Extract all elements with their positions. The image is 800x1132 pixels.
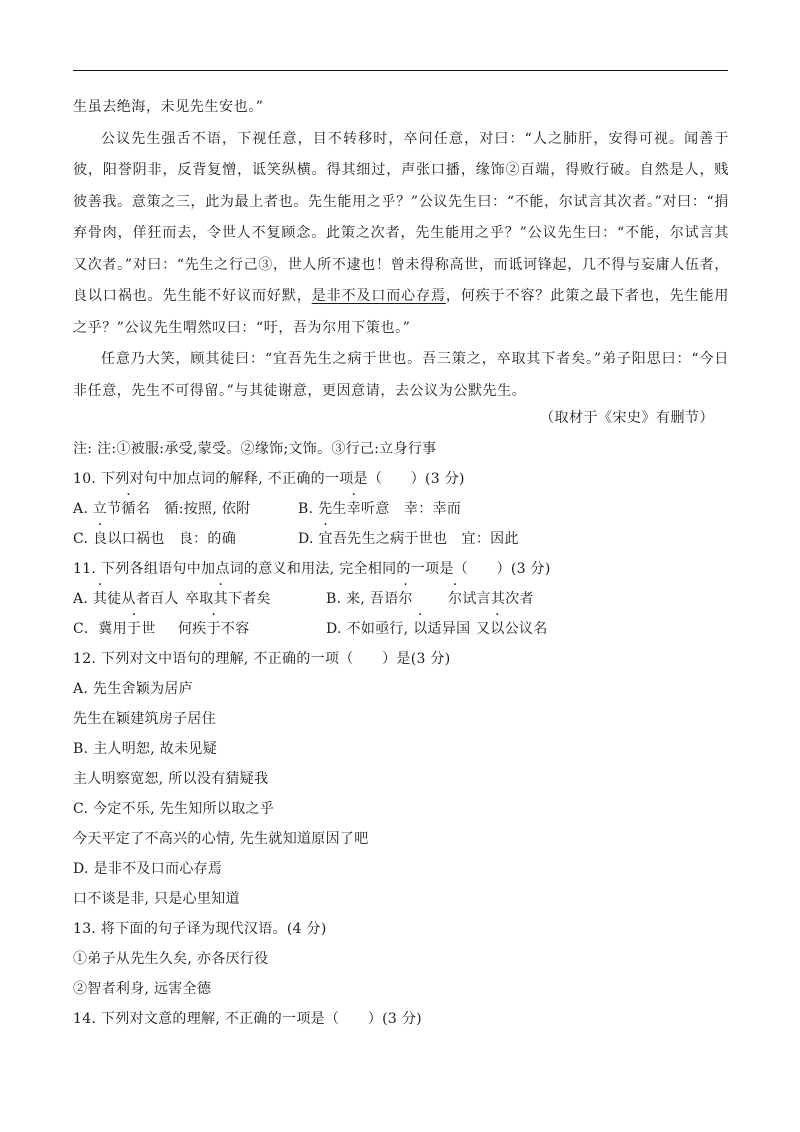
option-text: D. 不如亟行, — [326, 621, 414, 637]
option-b: B. 主人明恕, 故未见疑 — [73, 741, 217, 757]
option-a-second — [185, 584, 271, 614]
option-text: C．冀用 — [73, 621, 127, 637]
dotted-word: 宜 — [318, 531, 333, 547]
header-rule — [73, 70, 728, 71]
option-text: 公议名 — [504, 621, 548, 637]
question-14-stem: 14. 下列对文意的理解, 不正确的一项是（ ）(3 分) — [73, 1011, 422, 1027]
sentence-2: ②智者利身, 远害全德 — [73, 981, 212, 997]
option-c-translation: 今天平定了不高兴的心情, 先生就知道原因了吧 — [73, 831, 369, 847]
question-11-options-ab — [73, 584, 729, 614]
option-text: 世 — [141, 621, 156, 637]
option-text: B. 来, 吾语 — [326, 591, 399, 607]
dotted-word: 以 — [413, 621, 428, 637]
option-text: 名 循:按照, 依附 — [135, 501, 251, 517]
option-b-translation: 主人明察宽恕, 所以没有猜疑我 — [73, 771, 269, 787]
option-d — [298, 524, 519, 554]
option-d-translation: 口不谈是非, 只是心里知道 — [73, 891, 240, 907]
dotted-word: 尔 — [448, 591, 463, 607]
dotted-word: 于 — [126, 621, 142, 637]
question-11-stem: 11. 下列各组语句中加点词的意义和用法, 完全相同的一项是（ ）(3 分) — [73, 561, 551, 577]
option-text: 适异国 — [427, 621, 471, 637]
option-text: 以口祸也 良：的确 — [107, 531, 237, 547]
option-c: C. 今定不乐, 先生知所以取之乎 — [73, 801, 275, 817]
dotted-word: 良 — [93, 531, 108, 547]
option-c — [73, 524, 236, 554]
option-text: 卒取 — [185, 591, 214, 607]
underlined-sentence: 是非不及口而心存焉 — [311, 288, 446, 304]
option-text: A. — [73, 591, 93, 607]
option-text: C. — [73, 531, 94, 547]
option-text: 听意 幸：幸而 — [361, 501, 462, 517]
dotted-word: 尔 — [398, 591, 413, 607]
passage-text: ，何疾于不容？此策之最下者也，先生能用之乎？”公议先生喟然叹曰：“吁，吾为尔用下策也。” — [73, 288, 729, 336]
question-10-options-cd — [73, 524, 729, 554]
passage-paragraph: 任意乃大笑，顾其徒曰：“宜吾先生之病于世也。吾三策之，卒取其下者矣。”弟子阳思曰：“今日非任意，先生不可得留。”与其徒谢意，更因意请，去公议为公默先生。 — [73, 351, 729, 399]
option-c-second — [178, 614, 250, 644]
passage — [73, 92, 729, 407]
passage-paragraph: 生虽去绝海，未见先生安也。” — [73, 99, 264, 115]
option-text: 徒从者百人 — [107, 591, 179, 607]
dotted-word: 以 — [490, 621, 505, 637]
dotted-word: 其 — [213, 591, 228, 607]
sentence-1: ①弟子从先生久矣, 亦各厌行役 — [73, 951, 269, 967]
dotted-word: 循 — [121, 501, 136, 517]
question-11-options-cd — [73, 614, 729, 644]
option-b-first — [326, 584, 413, 614]
dotted-word: 其 — [92, 591, 108, 607]
footnote: 注: 注:①被服:承受,蒙受。②缘饰;文饰。③行己:立身行事 — [73, 441, 437, 457]
source-citation: （取材于《宋史》有删节） — [540, 410, 714, 426]
option-c-first — [73, 614, 156, 644]
option-text: D. — [298, 531, 319, 547]
dotted-word: 幸 — [346, 501, 362, 517]
option-a-first — [73, 584, 179, 614]
option-text: 何疾 — [178, 621, 207, 637]
option-text: 不容 — [220, 621, 250, 637]
option-d-first — [326, 614, 470, 644]
option-text: A. 立节 — [73, 501, 122, 517]
option-text: 又 — [476, 621, 491, 637]
option-d: D. 是非不及口而心存焉 — [73, 861, 223, 877]
option-a-translation: 先生在颖建筑房子居住 — [73, 711, 216, 727]
question-10-stem: 10. 下列对句中加点词的解释, 不正确的一项是（ ）(3 分) — [73, 471, 465, 487]
passage-paragraph — [73, 124, 729, 345]
passage-text: 公议先生强舌不语，下视任意，目不转移时，卒问任意，对曰：“人之肺肝，安得可视。闻善于彼，阳誉阴非，反背复憎，诋笑纵横。得其细过，声张口播，缘饰②百端，得败行破。自然是人，贱彼善我。意策之三，此为最上者也。先生能用之乎？”公议先生曰：“不能，尔试言其次者。”对曰：“捐弃骨肉，佯狂而去，令世人不复顾念。此策之次者，先生能用之乎？”公议先生曰：“不能，尔试言其又次者。”对曰：“先生之行己③，世人所不逮也！曾未得称高世，而诋诃锋起，几不得与妄庸人伍者，良以口祸也。先生能不好议而好默， — [73, 130, 729, 304]
option-b-second — [448, 584, 534, 614]
questions — [73, 434, 729, 1034]
question-10-options-ab — [73, 494, 729, 524]
option-text: B. 先生 — [298, 501, 347, 517]
option-text: 下者矣 — [227, 591, 271, 607]
question-12-stem: 12. 下列对文中语句的理解, 不正确的一项（ ）是(3 分) — [73, 651, 451, 667]
option-a: A. 先生舍颖为居庐 — [73, 681, 194, 697]
dotted-word: 于 — [206, 621, 221, 637]
option-d-second — [476, 614, 548, 644]
option-text: 吾先生之病于世也 宜：因此 — [332, 531, 519, 547]
question-13-stem: 13. 将下面的句子译为现代汉语。(4 分) — [73, 921, 327, 937]
option-text: 试言其次者 — [462, 591, 534, 607]
